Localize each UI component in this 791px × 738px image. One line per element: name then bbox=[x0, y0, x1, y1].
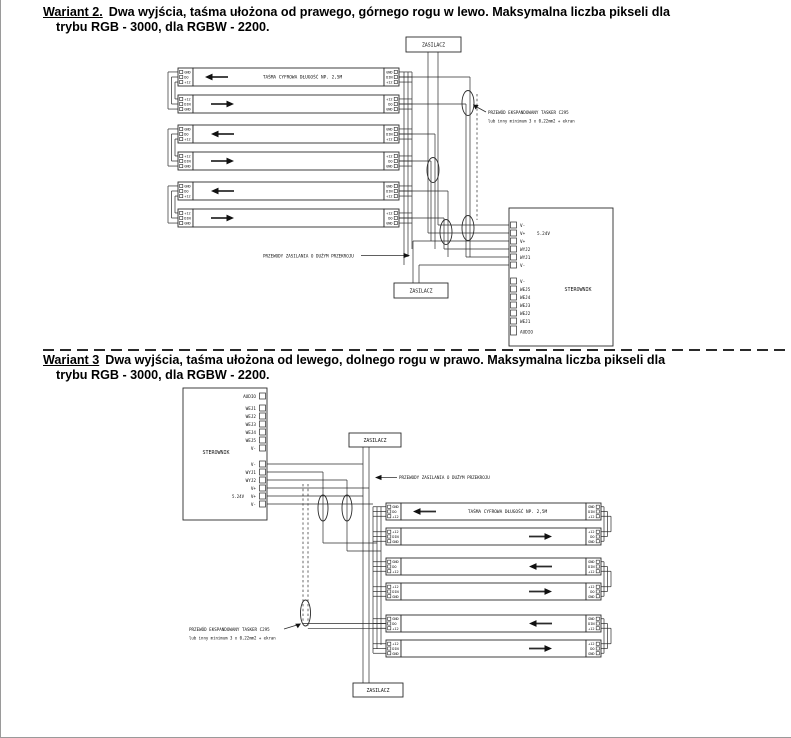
pin-terminal bbox=[596, 540, 599, 543]
pin-terminal bbox=[388, 617, 391, 620]
terminal-pin bbox=[511, 222, 517, 228]
pin-terminal bbox=[596, 595, 599, 598]
pin-label: GND bbox=[588, 505, 595, 510]
pin-label: DO bbox=[184, 75, 189, 80]
terminal-pin bbox=[260, 429, 266, 435]
pin-terminal bbox=[596, 585, 599, 588]
pin-terminal bbox=[180, 154, 183, 157]
pin-terminal bbox=[180, 102, 183, 105]
pin-label: GND bbox=[588, 560, 595, 565]
pin-label: DO bbox=[392, 622, 397, 626]
pin-terminal bbox=[394, 216, 397, 219]
terminal-pin bbox=[260, 437, 266, 443]
strip-body bbox=[401, 583, 586, 600]
pin-terminal bbox=[388, 540, 391, 543]
variant2-heading-line2: trybu RGB - 3000, dla RGBW - 2200. bbox=[56, 20, 270, 35]
power-supply bbox=[353, 683, 403, 697]
terminal-label: WYJ1 bbox=[520, 256, 531, 262]
variant3-heading-line2: trybu RGB - 3000, dla RGBW - 2200. bbox=[56, 368, 270, 383]
led-strip-row bbox=[178, 95, 399, 113]
power-note: PRZEWODY ZASILANIA O DUŻYM PRZEKROJU bbox=[399, 475, 490, 480]
pin-terminal bbox=[596, 565, 599, 568]
terminal-pin bbox=[511, 238, 517, 244]
pin-terminal bbox=[180, 75, 183, 78]
terminal-label: V+ bbox=[250, 495, 256, 501]
terminal-pin bbox=[511, 230, 517, 236]
pin-terminal bbox=[388, 530, 391, 533]
pin-terminal bbox=[388, 590, 391, 593]
terminal-pin bbox=[260, 501, 266, 507]
pin-terminal bbox=[596, 642, 599, 645]
power-supply bbox=[406, 37, 461, 52]
pin-label: DIN bbox=[392, 647, 399, 651]
terminal-label: WEJ4 bbox=[245, 431, 256, 437]
pin-terminal bbox=[180, 127, 183, 130]
pin-terminal bbox=[180, 107, 183, 110]
terminal-label: WEJ2 bbox=[245, 415, 256, 421]
pin-terminal bbox=[596, 652, 599, 655]
power-note: PRZEWODY ZASILANIA O DUŻYM PRZEKROJU bbox=[263, 253, 354, 259]
terminal-label: WEJ1 bbox=[520, 320, 531, 326]
pin-label: DIN bbox=[184, 216, 191, 221]
pin-terminal bbox=[388, 647, 391, 650]
pin-label: DO bbox=[392, 565, 397, 569]
pin-label: GND bbox=[588, 617, 595, 622]
pin-label: GND bbox=[392, 505, 399, 510]
pin-terminal bbox=[596, 515, 599, 518]
terminal-pin bbox=[511, 246, 517, 252]
strip-body bbox=[401, 558, 586, 575]
pin-label: GND bbox=[184, 184, 191, 189]
cable-bundle bbox=[462, 216, 474, 241]
led-strip-row bbox=[178, 182, 399, 200]
pin-label: +12 bbox=[386, 211, 393, 216]
strip-label: TAŚMA CYFROWA DŁUGOŚĆ NP. 2,5M bbox=[467, 510, 548, 516]
terminal-label: WEJ5 bbox=[520, 288, 531, 294]
pin-terminal bbox=[180, 80, 183, 83]
terminal-pin bbox=[511, 302, 517, 308]
pin-label: GND bbox=[392, 651, 399, 656]
pin-terminal bbox=[180, 211, 183, 214]
terminal-label: WYJ2 bbox=[520, 248, 531, 254]
pin-label: DO bbox=[388, 102, 393, 107]
variant3-heading-line1: Dwa wyjścia, taśma ułożona od lewego, dolnego rogu w prawo. Maksymalna liczba pikseli dla bbox=[105, 353, 666, 367]
pin-terminal bbox=[180, 221, 183, 224]
pin-label: GND bbox=[386, 127, 393, 132]
terminal-pin bbox=[511, 286, 517, 292]
pin-label: DIN bbox=[184, 159, 191, 164]
pin-terminal bbox=[388, 652, 391, 655]
pin-label: +12 bbox=[386, 154, 393, 159]
pin-terminal bbox=[388, 585, 391, 588]
led-strip-row bbox=[386, 528, 601, 545]
terminal-label: V- bbox=[250, 463, 256, 469]
terminal-label: V- bbox=[520, 224, 526, 230]
power-supply-label: ZASILACZ bbox=[366, 688, 390, 694]
pin-terminal bbox=[388, 505, 391, 508]
pin-label: +12 bbox=[184, 137, 191, 142]
wire bbox=[284, 625, 297, 629]
pin-label: +12 bbox=[392, 530, 399, 535]
note-arrow-head-icon bbox=[404, 253, 411, 258]
pin-terminal bbox=[388, 622, 391, 625]
pin-label: DO bbox=[590, 590, 595, 594]
pin-terminal bbox=[596, 530, 599, 533]
pin-terminal bbox=[596, 590, 599, 593]
pin-terminal bbox=[180, 132, 183, 135]
pin-label: +12 bbox=[588, 514, 595, 519]
controller-label: STEROWNIK bbox=[202, 450, 230, 456]
audio-label: AUDIO bbox=[243, 395, 256, 401]
pin-label: +12 bbox=[392, 626, 399, 631]
terminal-pin bbox=[260, 445, 266, 451]
pin-label: GND bbox=[588, 539, 595, 544]
pin-label: +12 bbox=[386, 137, 393, 142]
cable-bundle bbox=[427, 158, 439, 183]
pin-terminal bbox=[394, 97, 397, 100]
led-strip-row bbox=[178, 68, 399, 86]
pin-label: DIN bbox=[588, 565, 595, 569]
pin-terminal bbox=[180, 137, 183, 140]
controller bbox=[509, 208, 613, 346]
pin-terminal bbox=[596, 617, 599, 620]
wiring-diagram-variant2 bbox=[1, 32, 791, 352]
pin-terminal bbox=[394, 154, 397, 157]
pin-label: +12 bbox=[184, 80, 191, 85]
terminal-pin bbox=[511, 310, 517, 316]
pin-label: GND bbox=[184, 70, 191, 75]
strip-body bbox=[401, 640, 586, 657]
terminal-pin bbox=[260, 421, 266, 427]
led-strip-row bbox=[386, 615, 601, 632]
pin-label: +12 bbox=[184, 211, 191, 216]
pin-terminal bbox=[180, 184, 183, 187]
led-strip-row bbox=[386, 640, 601, 657]
pin-terminal bbox=[596, 570, 599, 573]
pin-label: DIN bbox=[386, 132, 393, 137]
pin-label: DIN bbox=[386, 75, 393, 80]
pin-terminal bbox=[596, 627, 599, 630]
pin-label: +12 bbox=[392, 585, 399, 590]
led-strip-row bbox=[386, 583, 601, 600]
pin-label: +12 bbox=[386, 80, 393, 85]
pin-terminal bbox=[388, 565, 391, 568]
variant3-heading-label: Wariant 3 bbox=[43, 353, 100, 367]
pin-label: DO bbox=[388, 159, 393, 164]
pin-label: +12 bbox=[392, 514, 399, 519]
pin-label: GND bbox=[588, 651, 595, 656]
led-strip-row bbox=[178, 125, 399, 143]
pin-label: DO bbox=[184, 132, 189, 137]
pin-label: +12 bbox=[588, 530, 595, 535]
pin-terminal bbox=[180, 159, 183, 162]
terminal-label: V+ bbox=[520, 240, 526, 246]
pin-terminal bbox=[394, 102, 397, 105]
pin-label: DO bbox=[388, 216, 393, 221]
variant3-heading bbox=[43, 353, 743, 383]
section-separator bbox=[43, 349, 790, 351]
terminal-label: V- bbox=[250, 503, 256, 509]
pin-terminal bbox=[394, 107, 397, 110]
terminal-label: WYJ2 bbox=[245, 479, 256, 485]
pin-label: GND bbox=[392, 594, 399, 599]
terminal-pin bbox=[511, 262, 517, 268]
audio-label: AUDIO bbox=[520, 330, 533, 336]
pin-label: DIN bbox=[392, 535, 399, 539]
terminal-pin bbox=[511, 254, 517, 260]
pin-terminal bbox=[180, 189, 183, 192]
pin-label: DIN bbox=[588, 622, 595, 626]
pin-label: GND bbox=[184, 164, 191, 169]
terminal-pin bbox=[260, 469, 266, 475]
pin-terminal bbox=[388, 570, 391, 573]
pin-label: +12 bbox=[392, 642, 399, 647]
power-supply-label: ZASILACZ bbox=[421, 43, 446, 49]
pin-label: GND bbox=[386, 70, 393, 75]
pin-label: +12 bbox=[184, 154, 191, 159]
pin-label: DO bbox=[590, 535, 595, 539]
pin-label: DIN bbox=[392, 590, 399, 594]
power-supply bbox=[394, 283, 448, 298]
pin-label: GND bbox=[184, 221, 191, 226]
cable-note-line1: PRZEWÓD EKSPANDOWANY TASKER C295 bbox=[189, 627, 270, 632]
pin-terminal bbox=[596, 505, 599, 508]
note-arrow-head-icon bbox=[375, 475, 382, 480]
pin-label: +12 bbox=[588, 626, 595, 631]
pin-label: +12 bbox=[184, 97, 191, 102]
pin-terminal bbox=[596, 535, 599, 538]
pin-label: +12 bbox=[588, 569, 595, 574]
pin-label: DO bbox=[590, 647, 595, 651]
voltage-label: 5.24V bbox=[537, 232, 550, 238]
pin-terminal bbox=[394, 184, 397, 187]
pin-terminal bbox=[394, 159, 397, 162]
variant2-heading-label: Wariant 2. bbox=[43, 5, 103, 19]
terminal-pin bbox=[511, 294, 517, 300]
pin-label: GND bbox=[184, 127, 191, 132]
pin-terminal bbox=[394, 132, 397, 135]
wiring-diagram-variant3 bbox=[1, 385, 791, 738]
pin-label: DIN bbox=[588, 510, 595, 514]
terminal-label: V+ bbox=[520, 232, 526, 238]
power-supply-label: ZASILACZ bbox=[363, 438, 387, 444]
led-strip-row bbox=[178, 152, 399, 170]
led-strip-row bbox=[178, 209, 399, 227]
controller bbox=[183, 388, 267, 520]
pin-label: DIN bbox=[184, 102, 191, 107]
pin-label: GND bbox=[386, 107, 393, 112]
pin-terminal bbox=[180, 216, 183, 219]
voltage-label: 5.24V bbox=[231, 494, 244, 500]
strip-body bbox=[401, 528, 586, 545]
terminal-label: WEJ4 bbox=[520, 296, 531, 302]
terminal-pin bbox=[260, 477, 266, 483]
pin-label: GND bbox=[184, 107, 191, 112]
pin-label: +12 bbox=[588, 585, 595, 590]
pin-label: GND bbox=[386, 184, 393, 189]
pin-terminal bbox=[596, 647, 599, 650]
pin-terminal bbox=[394, 221, 397, 224]
pin-terminal bbox=[180, 97, 183, 100]
pin-terminal bbox=[388, 642, 391, 645]
pin-label: DIN bbox=[386, 189, 393, 194]
led-strip-row bbox=[386, 558, 601, 575]
controller-label: STEROWNIK bbox=[564, 287, 592, 293]
pin-label: GND bbox=[588, 594, 595, 599]
terminal-label: WEJ5 bbox=[245, 439, 256, 445]
led-strip-row bbox=[386, 503, 601, 520]
pin-terminal bbox=[596, 622, 599, 625]
pin-terminal bbox=[394, 80, 397, 83]
pin-label: GND bbox=[392, 539, 399, 544]
power-supply-label: ZASILACZ bbox=[409, 289, 433, 295]
terminal-label: WEJ2 bbox=[520, 312, 531, 318]
power-supply bbox=[349, 433, 401, 447]
strip-body bbox=[401, 615, 586, 632]
terminal-label: WEJ3 bbox=[520, 304, 531, 310]
pin-label: GND bbox=[386, 221, 393, 226]
pin-terminal bbox=[596, 560, 599, 563]
pin-terminal bbox=[394, 127, 397, 130]
pin-terminal bbox=[394, 194, 397, 197]
pin-label: +12 bbox=[588, 642, 595, 647]
strip-label: TAŚMA CYFROWA DŁUGOŚĆ NP. 2,5M bbox=[262, 75, 343, 81]
terminal-label: V- bbox=[250, 447, 256, 453]
cable-bundle bbox=[301, 600, 311, 626]
pin-terminal bbox=[394, 137, 397, 140]
terminal-pin bbox=[511, 318, 517, 324]
pin-label: +12 bbox=[386, 97, 393, 102]
cable-bundle bbox=[462, 91, 474, 116]
terminal-label: V- bbox=[520, 280, 526, 286]
pin-terminal bbox=[180, 70, 183, 73]
pin-terminal bbox=[388, 510, 391, 513]
pin-terminal bbox=[394, 189, 397, 192]
variant2-heading bbox=[43, 5, 743, 35]
terminal-label: V- bbox=[520, 264, 526, 270]
terminal-label: WYJ1 bbox=[245, 471, 256, 477]
pin-terminal bbox=[388, 560, 391, 563]
pin-terminal bbox=[394, 75, 397, 78]
cable-note-line2: lub inny minimum 3 x 0,22mm2 + ekran bbox=[488, 118, 575, 124]
terminal-pin bbox=[260, 405, 266, 411]
terminal-pin bbox=[260, 485, 266, 491]
pin-terminal bbox=[394, 164, 397, 167]
pin-terminal bbox=[388, 627, 391, 630]
pin-terminal bbox=[394, 211, 397, 214]
cable-note-line1: PRZEWÓD EKSPANDOWANY TASKER C295 bbox=[488, 110, 569, 115]
pin-label: +12 bbox=[386, 194, 393, 199]
pin-label: +12 bbox=[184, 194, 191, 199]
terminal-label: WEJ1 bbox=[245, 407, 256, 413]
pin-label: GND bbox=[386, 164, 393, 169]
pin-label: +12 bbox=[392, 569, 399, 574]
pin-terminal bbox=[388, 535, 391, 538]
variant2-heading-line1: Dwa wyjścia, taśma ułożona od prawego, górnego rogu w lewo. Maksymalna liczba pikseli dla bbox=[108, 5, 670, 19]
terminal-pin bbox=[260, 461, 266, 467]
pin-label: GND bbox=[392, 617, 399, 622]
audio-jack bbox=[511, 326, 517, 335]
note-arrow-head-icon bbox=[295, 624, 301, 629]
pin-terminal bbox=[180, 164, 183, 167]
pin-label: GND bbox=[392, 560, 399, 565]
pin-terminal bbox=[596, 510, 599, 513]
pin-terminal bbox=[394, 70, 397, 73]
pin-label: DO bbox=[392, 510, 397, 514]
terminal-pin bbox=[511, 278, 517, 284]
terminal-label: V+ bbox=[250, 487, 256, 493]
cable-note-line2: lub inny minimum 3 x 0,22mm2 + ekran bbox=[189, 635, 276, 641]
terminal-pin bbox=[260, 493, 266, 499]
pin-terminal bbox=[388, 515, 391, 518]
terminal-label: WEJ3 bbox=[245, 423, 256, 429]
audio-jack bbox=[260, 393, 266, 399]
pin-label: DO bbox=[184, 189, 189, 194]
pin-terminal bbox=[388, 595, 391, 598]
terminal-pin bbox=[260, 413, 266, 419]
pin-terminal bbox=[180, 194, 183, 197]
